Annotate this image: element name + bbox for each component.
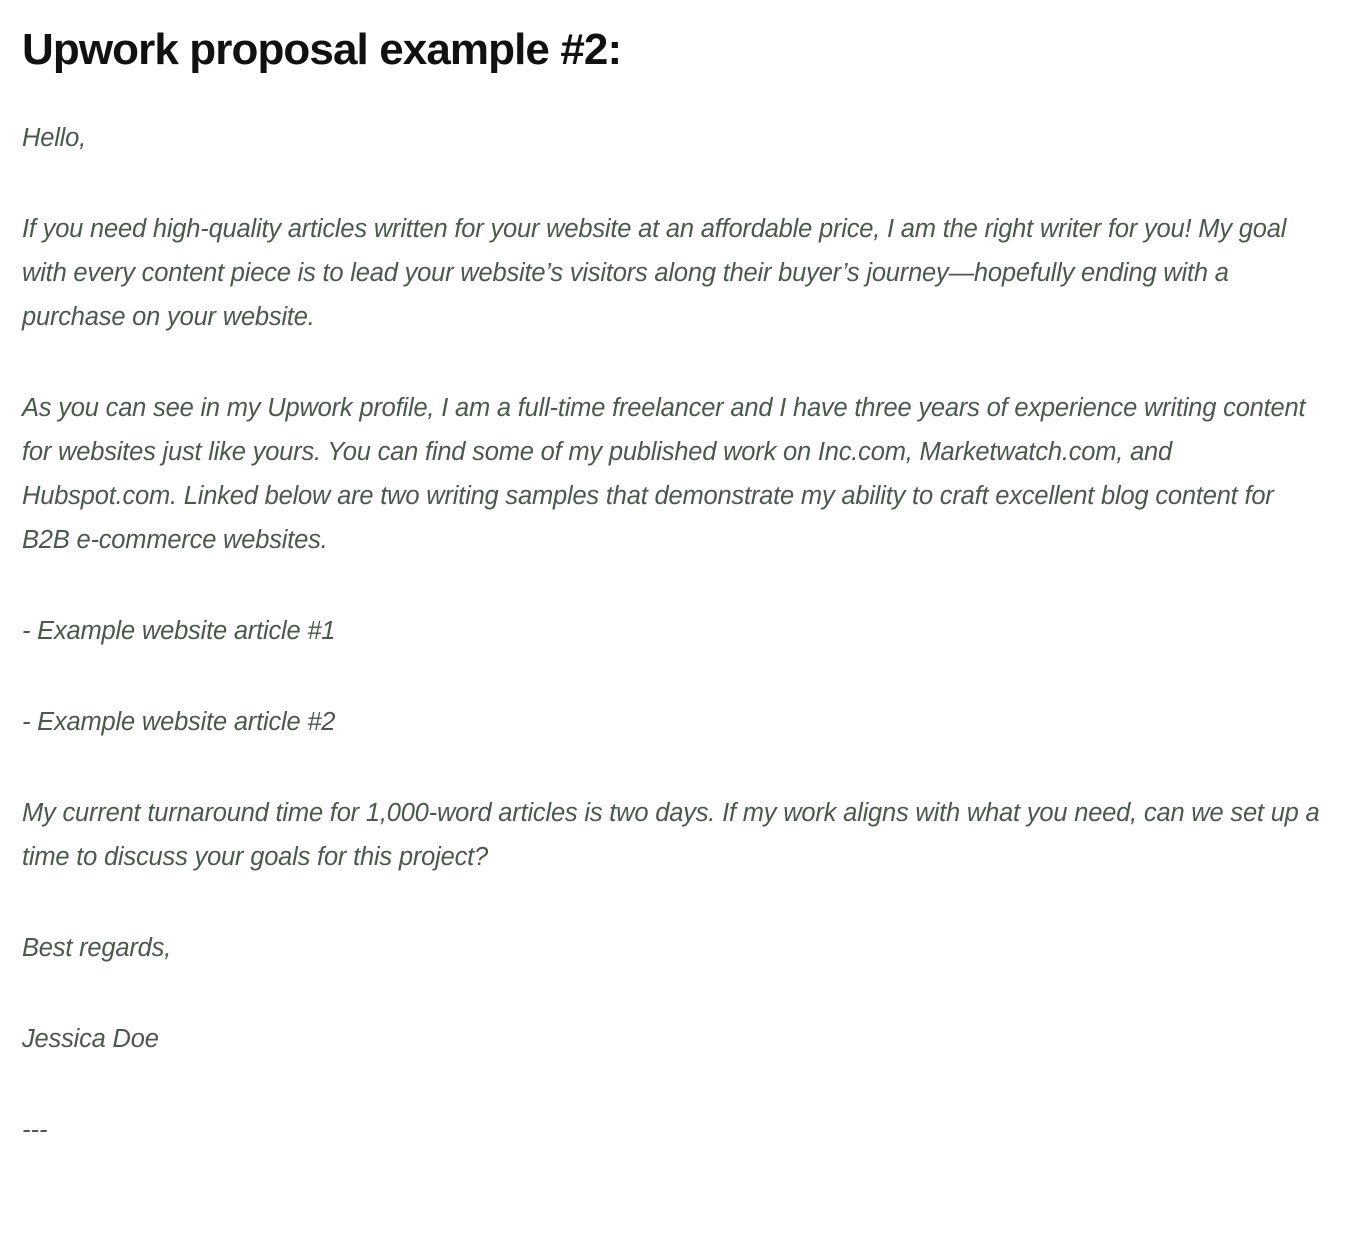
paragraph-signature-name: Jessica Doe [22, 1024, 159, 1053]
page-title: Upwork proposal example #2: [22, 25, 622, 74]
list-item-sample-2: - Example website article #2 [22, 707, 336, 736]
paragraph-intro: If you need high-quality articles written for your website at an affordable price, I am the right writer for you! My goal with every content piece is to lead your website’s visitors along their buyer’s journey—hopefully ending with a purchase on your website. [22, 214, 1287, 331]
list-item-sample-1: - Example website article #1 [22, 616, 336, 645]
paragraph-experience: As you can see in my Upwork profile, I am a full-time freelancer and I have three years of experience writing content for websites just like yours. You can find some of my published work on Inc.com, Marketwatch.com, and Hubspot.com. Linked below are two writing samples that demonstrate my ability to craft excellent blog content for B2B e-commerce websites. [22, 393, 1306, 554]
paragraph-turnaround: My current turnaround time for 1,000-word articles is two days. If my work aligns with what you need, can we set up a time to discuss your goals for this project? [22, 798, 1320, 871]
section-divider-dashes: --- [22, 1115, 48, 1144]
paragraph-signoff: Best regards, [22, 933, 172, 962]
paragraph-greeting: Hello, [22, 123, 86, 152]
